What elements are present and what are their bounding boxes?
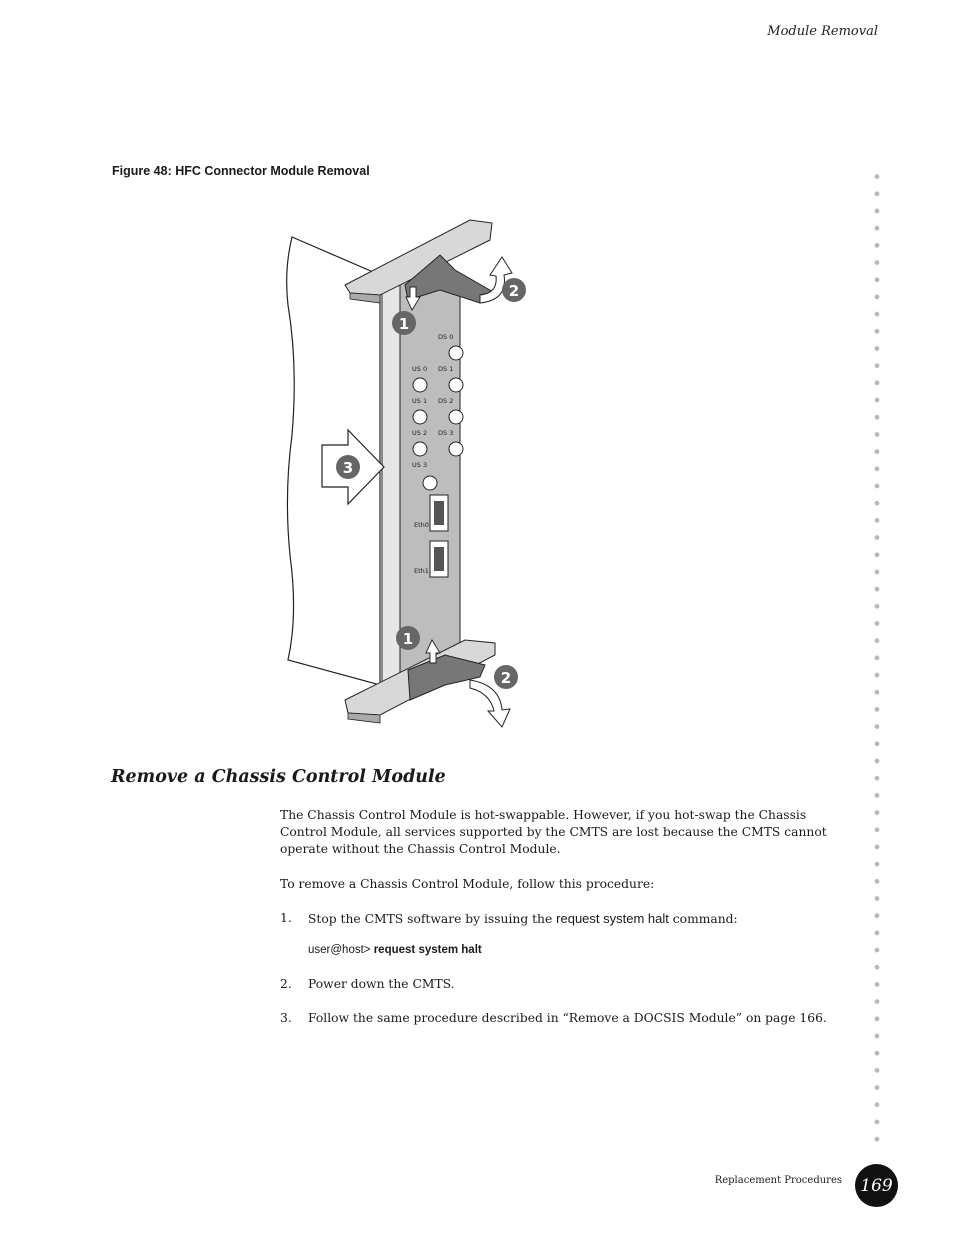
port-label-eth0: Eth0	[414, 521, 429, 529]
callout-2-bottom: 2	[500, 669, 512, 687]
lead-paragraph: To remove a Chassis Control Module, follow this procedure:	[280, 877, 655, 891]
figure-hfc-module-removal	[280, 215, 550, 735]
step-number: 3.	[280, 1011, 292, 1025]
port-label-ds3: DS 3	[438, 429, 454, 437]
footer-section-title: Replacement Procedures	[714, 1175, 842, 1186]
page-number-badge: 169	[855, 1164, 898, 1207]
port-label-us3: US 3	[412, 461, 428, 469]
code-example	[308, 944, 482, 956]
step-text: Power down the CMTS.	[308, 977, 455, 991]
callout-2-top: 2	[508, 282, 520, 300]
step-text: Stop the CMTS software by issuing the request system halt command:	[308, 911, 738, 926]
intro-paragraph: The Chassis Control Module is hot-swappable. However, if you hot-swap the Chassis Control Module, all services supported by the CMTS are lost because the CMTS cannot operate without the Chassis Control Module.	[280, 808, 827, 856]
port-label-ds0: DS 0	[438, 333, 454, 341]
port-label-us0: US 0	[412, 365, 428, 373]
step-number: 1.	[280, 911, 292, 925]
port-label-eth1: Eth1	[414, 567, 429, 575]
step-number: 2.	[280, 977, 292, 991]
hfc-module-illustration	[280, 215, 550, 735]
section-title: Remove a Chassis Control Module	[111, 767, 446, 787]
running-title: Module Removal	[767, 24, 878, 39]
code-prompt: user@host>	[308, 944, 374, 956]
margin-dot-rule	[873, 168, 881, 1148]
port-label-ds1: DS 1	[438, 365, 454, 373]
callout-1-top: 1	[398, 315, 410, 333]
port-label-ds2: DS 2	[438, 397, 454, 405]
figure-caption: Figure 48: HFC Connector Module Removal	[112, 164, 370, 178]
callout-3: 3	[342, 459, 354, 477]
port-label-us2: US 2	[412, 429, 428, 437]
port-label-us1: US 1	[412, 397, 428, 405]
step-text: Follow the same procedure described in “Remove a DOCSIS Module” on page 166.	[308, 1011, 827, 1025]
inline-command: request system halt	[556, 911, 669, 926]
code-command: request system halt	[373, 944, 482, 956]
callout-1-bottom: 1	[402, 630, 414, 648]
